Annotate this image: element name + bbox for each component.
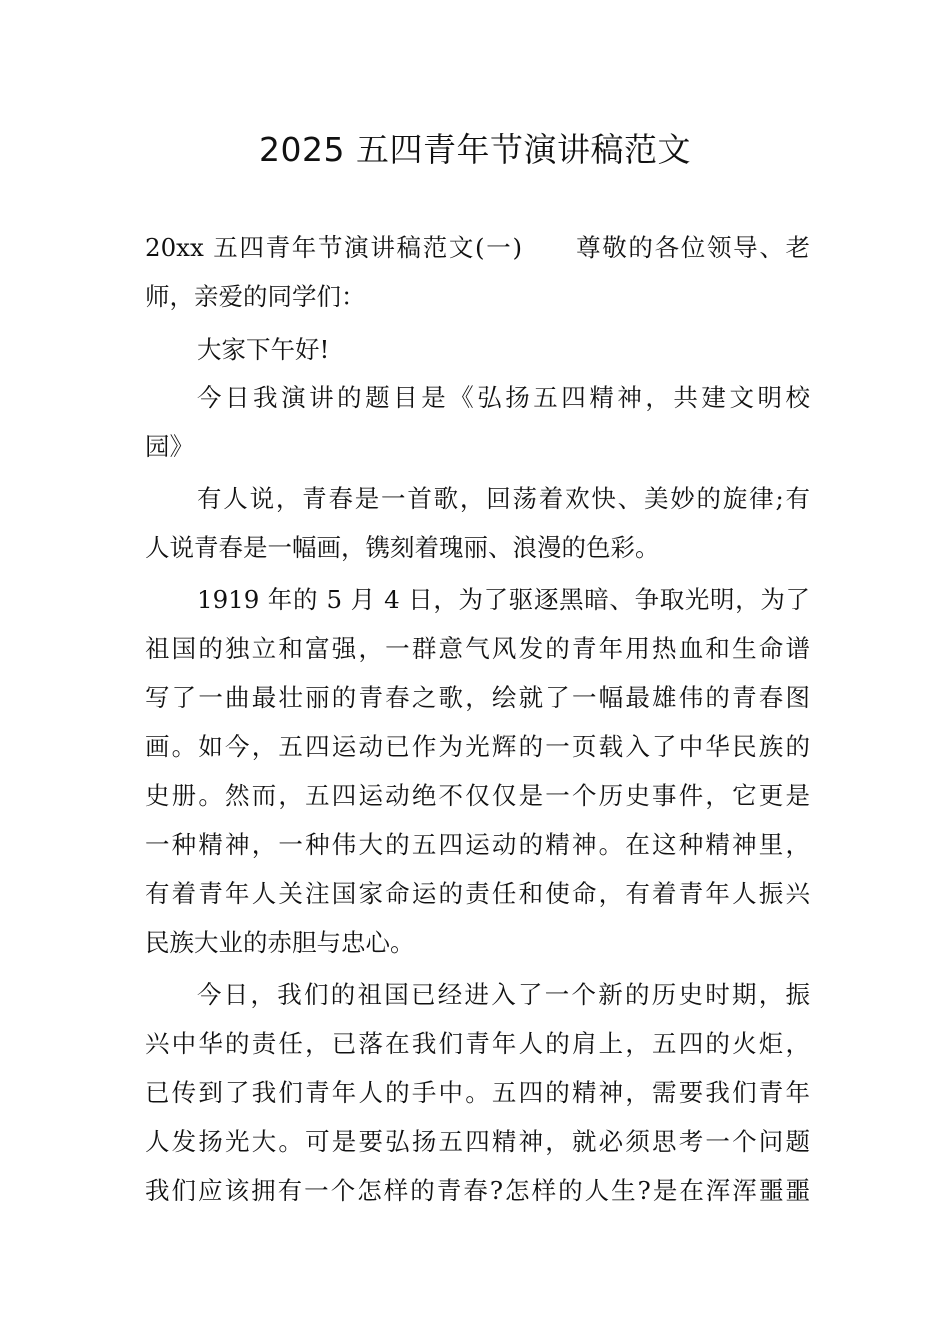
text-line: 画。如今，五四运动已作为光辉的一页载入了中华民族的: [145, 732, 810, 761]
text-line: 有着青年人关注国家命运的责任和使命，有着青年人振兴: [145, 879, 810, 908]
text-line: 祖国的独立和富强，一群意气风发的青年用热血和生命谱: [145, 634, 810, 663]
text-line: 今日，我们的祖国已经进入了一个新的历史时期，振: [197, 980, 810, 1009]
text-line: 有人说，青春是一首歌，回荡着欢快、美妙的旋律;有: [197, 484, 810, 513]
text-line: 师，亲爱的同学们：: [145, 282, 366, 311]
text-line: 民族大业的赤胆与忠心。: [145, 928, 415, 957]
text-line: 写了一曲最壮丽的青春之歌，绘就了一幅最雄伟的青春图: [145, 683, 810, 712]
text-line: 大家下午好!: [197, 335, 330, 364]
text-line: 已传到了我们青年人的手中。五四的精神，需要我们青年: [145, 1078, 810, 1107]
text-line: 今日我演讲的题目是《弘扬五四精神，共建文明校: [197, 383, 810, 412]
text-line: 人发扬光大。可是要弘扬五四精神，就必须思考一个问题: [145, 1127, 810, 1156]
text-line: 1919 年的 5 月 4 日，为了驱逐黑暗、争取光明，为了: [197, 585, 810, 614]
text-line: 一种精神，一种伟大的五四运动的精神。在这种精神里，: [145, 830, 810, 859]
text-line: 人说青春是一幅画，镌刻着瑰丽、浪漫的色彩。: [145, 533, 660, 562]
text-line: 我们应该拥有一个怎样的青春?怎样的人生?是在浑浑噩噩: [145, 1176, 810, 1205]
document-title: 2025 五四青年节演讲稿范文: [259, 130, 691, 169]
text-line: 20xx 五四青年节演讲稿范文(一) 尊敬的各位领导、老: [145, 233, 810, 262]
text-line: 园》: [145, 432, 194, 461]
text-line: 兴中华的责任，已落在我们青年人的肩上，五四的火炬，: [145, 1029, 810, 1058]
text-line: 史册。然而，五四运动绝不仅仅是一个历史事件，它更是: [145, 781, 810, 810]
